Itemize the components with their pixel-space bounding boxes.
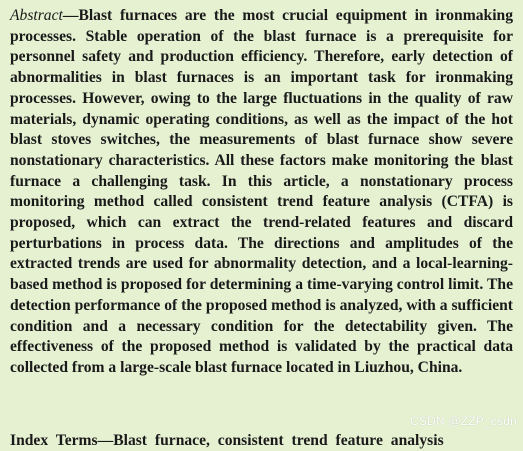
abstract-paragraph [10, 6, 513, 379]
next-section-partial: Index Terms—Blast furnace, consistent trend feature analysis [10, 432, 444, 449]
abstract-body: Blast furnaces are the most crucial equipment in ironmaking processes. Stable operation of the blast furnace is a prerequisite for personnel safety and production efficiency. Therefore, early detection of abnormalities in blast furnaces is an important task for ironmaking processes. However, owing to the large fluctuations in the quality of raw materials, dynamic operating conditions, as well as the impact of the hot blast stoves switches, the measurements of blast furnace show severe nonstationary characteristics. All these factors make monitoring the blast furnace a challenging task. In this article, a nonstationary process monitoring method called consistent trend feature analysis (CTFA) is proposed, which can extract the trend-related features and discard perturbations in process data. The directions and amplitudes of the extracted trends are used for abnormality detection, and a local-learning-based method is proposed for determining a time-varying control limit. The detection performance of the proposed method is analyzed, with a sufficient condition and a necessary condition for the detectability given. The effectiveness of the proposed method is validated by the practical data collected from a large-scale blast furnace located in Liuzhou, China. [10, 7, 513, 376]
abstract-dash: — [62, 7, 79, 24]
abstract-label: Abstract [10, 7, 63, 24]
watermark: CSDN @ZZP_csdn [409, 414, 517, 428]
